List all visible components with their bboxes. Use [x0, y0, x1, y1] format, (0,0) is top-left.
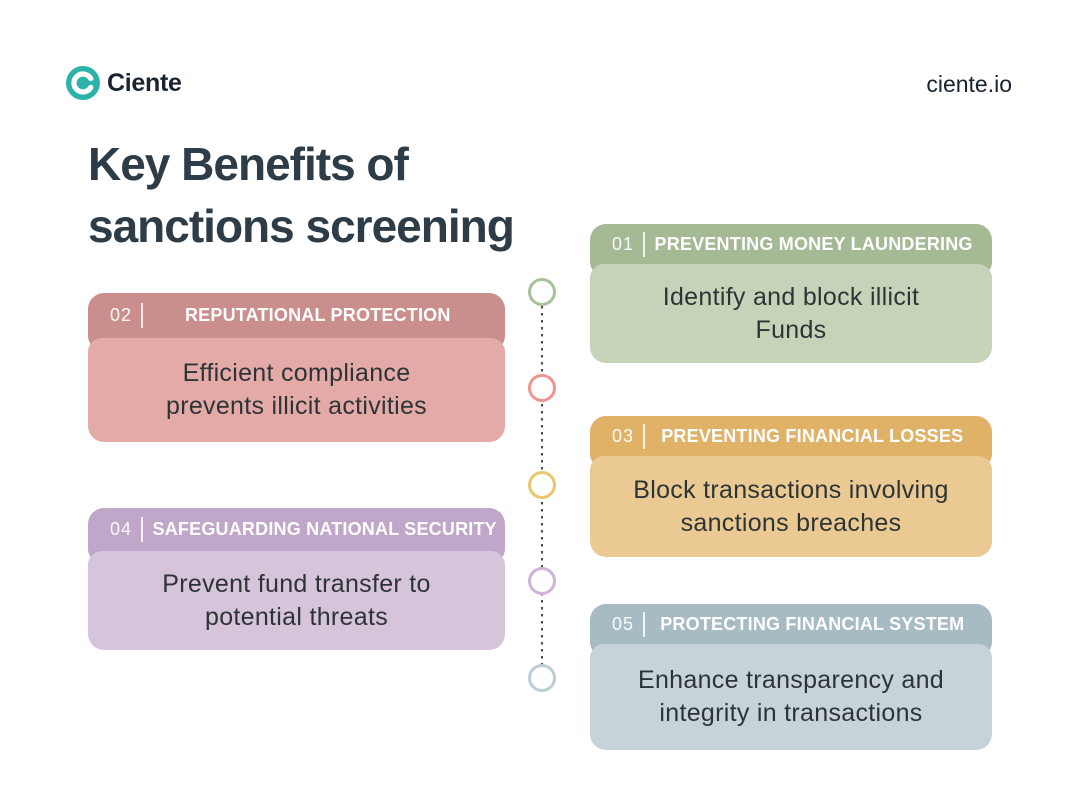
- timeline-dot-01: [528, 278, 556, 306]
- card-body-text: Identify and block illicit Funds: [662, 282, 920, 344]
- brand-logo-text: Ciente: [107, 68, 182, 97]
- card-body-text: Prevent fund transfer to potential threats: [162, 569, 431, 631]
- page-title-line2: sanctions screening: [88, 200, 514, 252]
- card-separator: [643, 232, 645, 257]
- timeline-dot-03: [528, 471, 556, 499]
- timeline-dot-02: [528, 374, 556, 402]
- website-link[interactable]: ciente.io: [926, 71, 1012, 97]
- benefit-card-01: [590, 224, 992, 363]
- card-number: 05: [612, 613, 635, 634]
- card-title: SAFEGUARDING NATIONAL SECURITY: [152, 519, 497, 539]
- benefit-card-05-body: [590, 644, 992, 750]
- benefit-card-01-body: [590, 264, 992, 363]
- card-title: PREVENTING FINANCIAL LOSSES: [661, 425, 964, 446]
- card-body-text: Block transactions involving sanctions breaches: [633, 475, 949, 537]
- page-title-line1: Key Benefits of: [88, 138, 408, 190]
- benefit-card-02: [88, 293, 505, 442]
- brand-logo: [66, 66, 182, 100]
- card-title: PREVENTING MONEY LAUNDERING: [654, 233, 973, 254]
- benefit-card-03: [590, 416, 992, 557]
- card-separator: [643, 424, 645, 449]
- benefit-card-03-body: [590, 456, 992, 557]
- ciente-logo-icon: [66, 66, 100, 100]
- card-number: 01: [612, 233, 635, 254]
- card-body-text: Enhance transparency and integrity in transactions: [637, 666, 944, 727]
- card-separator: [643, 612, 645, 637]
- card-title: PROTECTING FINANCIAL SYSTEM: [660, 613, 965, 634]
- card-body-text: Efficient compliance prevents illicit activities: [166, 359, 427, 420]
- benefit-card-05: [590, 604, 992, 750]
- card-separator: [141, 517, 143, 542]
- page-title: [88, 133, 514, 257]
- card-number: 04: [110, 519, 133, 539]
- benefit-card-04-body: [88, 551, 505, 650]
- card-separator: [141, 303, 143, 328]
- card-number: 03: [612, 425, 635, 446]
- card-number: 02: [110, 305, 133, 325]
- timeline-dot-05: [528, 664, 556, 692]
- benefit-card-02-body: [88, 338, 505, 442]
- benefit-card-04: [88, 508, 505, 650]
- timeline-dot-04: [528, 567, 556, 595]
- card-title: REPUTATIONAL PROTECTION: [184, 305, 451, 325]
